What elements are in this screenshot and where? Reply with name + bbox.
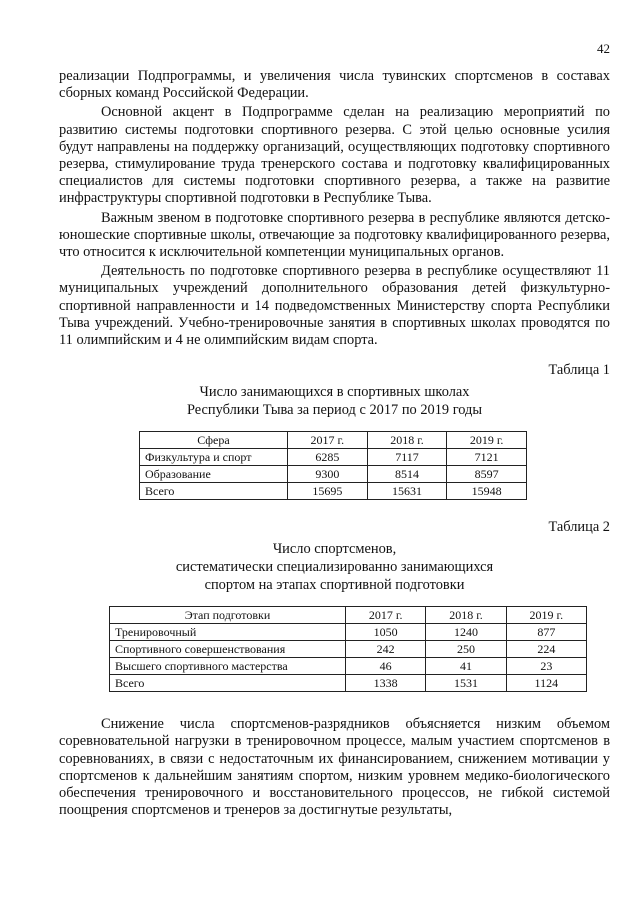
table-header-cell: 2017 г. — [288, 432, 368, 449]
table-cell: Высшего спортивного мастерства — [110, 658, 346, 675]
paragraph-3: Важным звеном в подготовке спортивного резерва в республике являются детско-юношеские спортивные школы, отвечающие за подготовку квалифицированного резерва, что относится к исключительной компетенции муниципальных органов. — [59, 209, 610, 261]
table2-title-line-1: Число спортсменов, — [272, 541, 397, 558]
table-cell: 1124 — [506, 675, 586, 692]
table-row — [110, 658, 587, 675]
table-cell: Всего — [140, 483, 288, 500]
table-cell: 7121 — [447, 449, 527, 466]
table-cell: 8514 — [367, 466, 447, 483]
table-cell: Физкультура и спорт — [140, 449, 288, 466]
table-cell: 8597 — [447, 466, 527, 483]
table-cell: 1240 — [426, 624, 506, 641]
table-header-row — [110, 607, 587, 624]
paragraph-1: реализации Подпрограммы, и увеличения числа тувинских спортсменов в составах сборных команд Российской Федерации. — [59, 68, 610, 102]
table-header-row — [140, 432, 527, 449]
table-cell: 41 — [426, 658, 506, 675]
table-header-cell: 2018 г. — [426, 607, 506, 624]
table-row — [110, 675, 587, 692]
table1-title-line-2: Республики Тыва за период с 2017 по 2019 годы — [186, 402, 483, 419]
table-cell: Образование — [140, 466, 288, 483]
table-row — [110, 641, 587, 658]
paragraph-2: Основной акцент в Подпрограмме сделан на реализацию мероприятий по развитию системы подготовки спортивного резерва. С этой целью основные усилия будут направлены на поддержку организаций, осуществляющих подготовку спортивного резерва, стимулирование труда тренерского состава и подготовку квалифицированных специалистов для системы подготовки спортивного резерва, а также на развитие инфраструктуры спортивной подготовки в Республике Тыва. — [59, 104, 610, 207]
table-header-cell: 2017 г. — [346, 607, 426, 624]
table2-title-line-3: спортом на этапах спортивной подготовки — [204, 577, 465, 594]
paragraph-5: Снижение числа спортсменов-разрядников объясняется низким объемом соревновательной нагрузки в тренировочном процессе, малым участием спортсменов в соревнованиях, в связи с недостаточным их финансированием, снижением мотивации у спортсменов к дальнейшим занятиям спортом, низким уровнем медико-биологического обеспечения тренировочного и восстановительного процессов, не гибкой системой поощрения спортсменов и тренеров за достигнутые результаты, — [59, 716, 610, 819]
table-athletes-stages — [109, 606, 587, 692]
table-row — [140, 483, 527, 500]
table-row — [140, 449, 527, 466]
table-sports-schools — [139, 431, 527, 500]
document-body — [59, 68, 610, 819]
table-cell: Спортивного совершенствования — [110, 641, 346, 658]
table-row — [110, 624, 587, 641]
table-cell: 9300 — [288, 466, 368, 483]
table-cell: 15948 — [447, 483, 527, 500]
table-cell: 7117 — [367, 449, 447, 466]
table-cell: 15695 — [288, 483, 368, 500]
table-header-cell: Этап подготовки — [110, 607, 346, 624]
table-cell: 250 — [426, 641, 506, 658]
table-cell: 877 — [506, 624, 586, 641]
table-cell: 1531 — [426, 675, 506, 692]
table-cell: 46 — [346, 658, 426, 675]
table2-label: Таблица 2 — [548, 519, 610, 536]
page-number: 42 — [597, 41, 610, 56]
table-cell: 23 — [506, 658, 586, 675]
table-header-cell: 2019 г. — [506, 607, 586, 624]
table-cell: Всего — [110, 675, 346, 692]
table-row — [140, 466, 527, 483]
table-header-cell: 2019 г. — [447, 432, 527, 449]
table1-label: Таблица 1 — [548, 362, 610, 379]
table-cell: 224 — [506, 641, 586, 658]
table1-title-line-1: Число занимающихся в спортивных школах — [199, 384, 470, 401]
table2-title-line-2: систематически специализированно занимающихся — [175, 559, 494, 576]
paragraph-4: Деятельность по подготовке спортивного резерва в республике осуществляют 11 муниципальных учреждений дополнительного образования детей физкультурно-спортивной направленности и 14 подведомственных Министерству спорта Республики Тыва учреждений. Учебно-тренировочные занятия в спортивных школах проводятся по 11 олимпийским и 4 не олимпийским видам спорта. — [59, 263, 610, 349]
table-cell: 6285 — [288, 449, 368, 466]
table-cell: 1338 — [346, 675, 426, 692]
table-cell: Тренировочный — [110, 624, 346, 641]
table-cell: 242 — [346, 641, 426, 658]
table-cell: 15631 — [367, 483, 447, 500]
table-header-cell: 2018 г. — [367, 432, 447, 449]
table-header-cell: Сфера — [140, 432, 288, 449]
table-cell: 1050 — [346, 624, 426, 641]
